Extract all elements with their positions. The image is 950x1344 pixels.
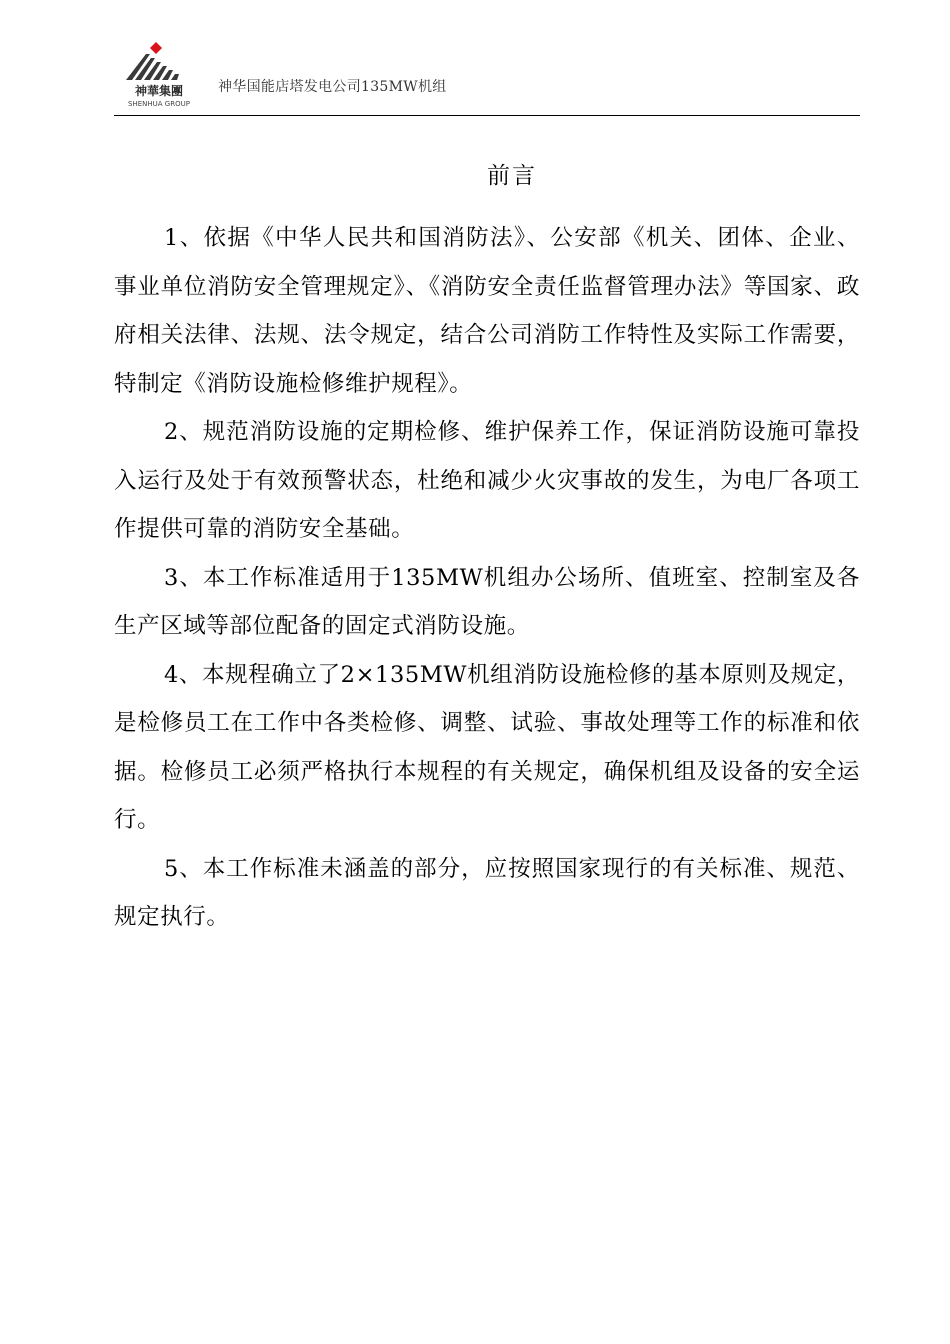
paragraph-3: 3、本工作标准适用于135MW机组办公场所、值班室、控制室及各生产区域等部位配备的固定式消防设施。 <box>114 564 860 639</box>
paragraph-4: 4、本规程确立了2×135MW机组消防设施检修的基本原则及规定，是检修员工在工作中各类检修、调整、试验、事故处理等工作的标准和依据。检修员工必须严格执行本规程的有关规定，确保机组及设备的安全运行。 <box>114 661 860 833</box>
header-company-line: 神华国能店塔发电公司135MW机组 <box>218 79 447 95</box>
svg-text:神華集團: 神華集團 <box>134 84 184 98</box>
svg-text:SHENHUA GROUP: SHENHUA GROUP <box>128 100 190 108</box>
document-body <box>114 214 860 942</box>
paragraph-5: 5、本工作标准未涵盖的部分，应按照国家现行的有关标准、规范、规定执行。 <box>114 855 860 930</box>
paragraph-1: 1、依据《中华人民共和国消防法》、公安部《机关、团体、企业、事业单位消防安全管理规定》、《消防安全责任监督管理办法》等国家、政府相关法律、法规、法令规定，结合公司消防工作特性及实际工作需要，特制定《消防设施检修维护规程》。 <box>114 225 860 397</box>
document-title: 前言 <box>487 163 537 189</box>
paragraph-2: 2、规范消防设施的定期检修、维护保养工作，保证消防设施可靠投入运行及处于有效预警状态，杜绝和减少火灾事故的发生，为电厂各项工作提供可靠的消防安全基础。 <box>114 419 860 542</box>
header-divider <box>114 115 860 116</box>
shenhua-logo <box>120 40 198 112</box>
page-header <box>114 38 860 116</box>
